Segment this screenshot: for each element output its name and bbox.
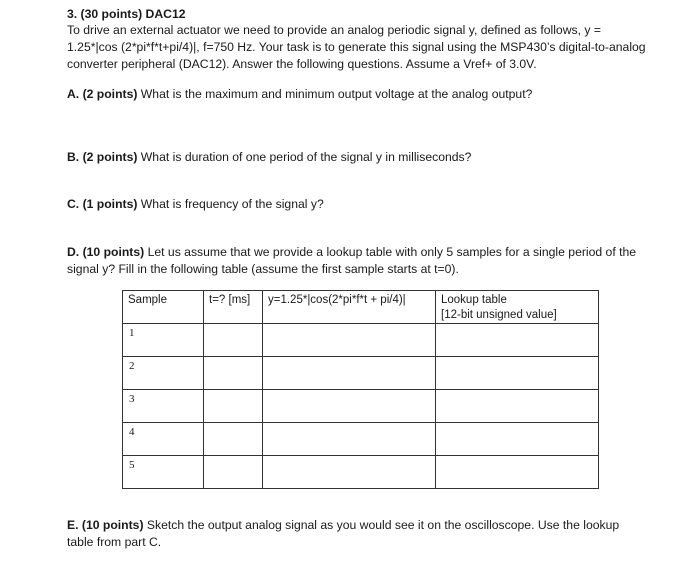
question-b-label: B. (2 points) (67, 150, 138, 164)
lookup-table (122, 290, 599, 489)
time-cell[interactable] (204, 423, 263, 456)
sample-number: 1 (123, 324, 204, 357)
question-e-text: Sketch the output analog signal as you would see it on the oscilloscope. Use the lookup table from part C. (67, 518, 620, 549)
lookup-cell[interactable] (436, 357, 599, 390)
question-c-label: C. (1 points) (67, 197, 138, 211)
sample-number: 4 (123, 423, 204, 456)
signal-cell[interactable] (263, 324, 436, 357)
header-signal: y=1.25*|cos(2*pi*f*t + pi/4)| (263, 291, 436, 324)
header-sample: Sample (123, 291, 204, 324)
sample-number: 2 (123, 357, 204, 390)
problem-title: 3. (30 points) DAC12 (67, 7, 186, 21)
table-row (123, 456, 599, 489)
signal-cell[interactable] (263, 390, 436, 423)
question-d (67, 244, 637, 278)
time-cell[interactable] (204, 357, 263, 390)
header-time: t=? [ms] (204, 291, 263, 324)
question-b (67, 149, 657, 166)
time-cell[interactable] (204, 456, 263, 489)
question-c-text: What is frequency of the signal y? (137, 197, 324, 211)
sample-number: 3 (123, 390, 204, 423)
question-a (67, 86, 657, 103)
table-header-row (123, 291, 599, 324)
table-row (123, 390, 599, 423)
table-row (123, 423, 599, 456)
lookup-cell[interactable] (436, 390, 599, 423)
table-row (123, 324, 599, 357)
lookup-cell[interactable] (436, 423, 599, 456)
signal-cell[interactable] (263, 456, 436, 489)
question-b-text: What is duration of one period of the signal y in milliseconds? (137, 150, 472, 164)
time-cell[interactable] (204, 324, 263, 357)
question-e (67, 517, 642, 551)
time-cell[interactable] (204, 390, 263, 423)
lookup-cell[interactable] (436, 456, 599, 489)
lookup-cell[interactable] (436, 324, 599, 357)
header-lookup (436, 291, 599, 324)
question-a-text: What is the maximum and minimum output voltage at the analog output? (137, 87, 533, 101)
question-d-label: D. (10 points) (67, 245, 145, 259)
table-row (123, 357, 599, 390)
question-a-label: A. (2 points) (67, 87, 138, 101)
header-lookup-line1: Lookup table (441, 294, 507, 306)
problem-intro: To drive an external actuator we need to provide an analog periodic signal y, defined as follows, y = 1.25*|cos (2*pi*f*t+pi/4)|, f=750 Hz. Your task is to generate this signal using the MSP430’s digital-to-analog converter peripheral (DAC12). Answer the following questions. Assume a Vref+ of 3.0V. (67, 23, 646, 71)
signal-cell[interactable] (263, 423, 436, 456)
header-lookup-line2: [12-bit unsigned value] (441, 309, 557, 321)
question-e-label: E. (10 points) (67, 518, 144, 532)
question-d-text: Let us assume that we provide a lookup table with only 5 samples for a single period of the signal y? Fill in the following table (assume the first sample starts at t=0). (67, 245, 637, 276)
question-c (67, 196, 657, 213)
sample-number: 5 (123, 456, 204, 489)
signal-cell[interactable] (263, 357, 436, 390)
